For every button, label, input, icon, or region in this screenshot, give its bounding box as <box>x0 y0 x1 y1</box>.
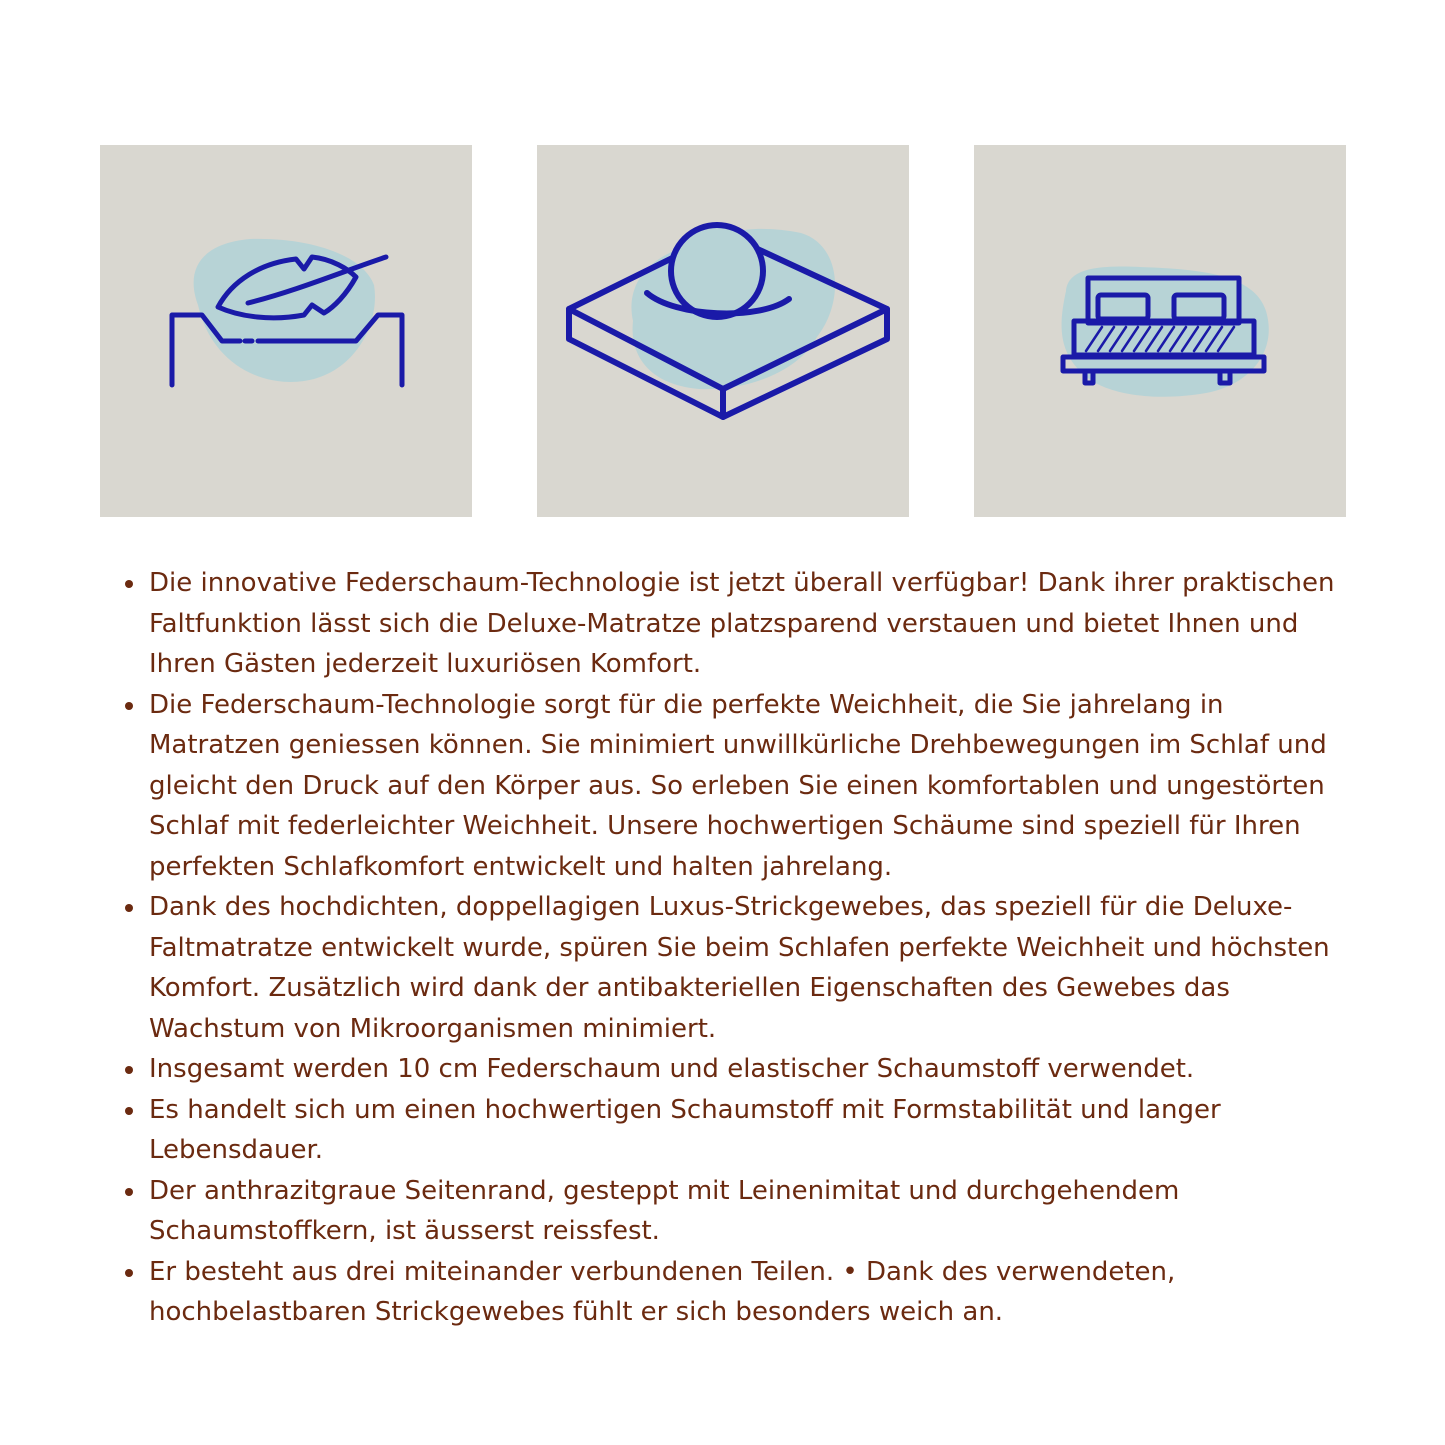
feather-foam-tile <box>100 145 472 517</box>
feature-list <box>101 563 1351 1333</box>
feature-item: Der anthrazitgraue Seitenrand, gesteppt mit Leinenimitat und durchgehendem Schaumstoffkern, ist äusserst reissfest. <box>101 1171 1351 1252</box>
feature-item: Er besteht aus drei miteinander verbundenen Teilen. • Dank des verwendeten, hochbelastbaren Strickgewebes fühlt er sich besonders weich an. <box>101 1252 1351 1333</box>
feather-foam-icon <box>100 145 472 517</box>
double-bed-tile <box>974 145 1346 517</box>
ball-on-mattress-icon <box>537 145 909 517</box>
ball-on-mattress-tile <box>537 145 909 517</box>
feature-icon-row <box>100 145 1346 517</box>
feature-item: Die Federschaum-Technologie sorgt für die perfekte Weichheit, die Sie jahrelang in Matratzen geniessen können. Sie minimiert unwillkürliche Drehbewegungen im Schlaf und gleicht den Druck auf den Körper aus. So erleben Sie einen komfortablen und ungestörten Schlaf mit federleichter Weichheit. Unsere hochwertigen Schäume sind speziell für Ihren perfekten Schlafkomfort entwickelt und halten jahrelang. <box>101 685 1351 888</box>
double-bed-icon <box>974 145 1346 517</box>
feature-item: Dank des hochdichten, doppellagigen Luxus-Strickgewebes, das speziell für die Deluxe-Faltmatratze entwickelt wurde, spüren Sie beim Schlafen perfekte Weichheit und höchsten Komfort. Zusätzlich wird dank der antibakteriellen Eigenschaften des Gewebes das Wachstum von Mikroorganismen minimiert. <box>101 887 1351 1049</box>
feature-item: Die innovative Federschaum-Technologie ist jetzt überall verfügbar! Dank ihrer praktischen Faltfunktion lässt sich die Deluxe-Matratze platzsparend verstauen und bietet Ihnen und Ihren Gästen jederzeit luxuriösen Komfort. <box>101 563 1351 685</box>
feature-item: Insgesamt werden 10 cm Federschaum und elastischer Schaumstoff verwendet. <box>101 1049 1351 1090</box>
feature-item: Es handelt sich um einen hochwertigen Schaumstoff mit Formstabilität und langer Lebensdauer. <box>101 1090 1351 1171</box>
